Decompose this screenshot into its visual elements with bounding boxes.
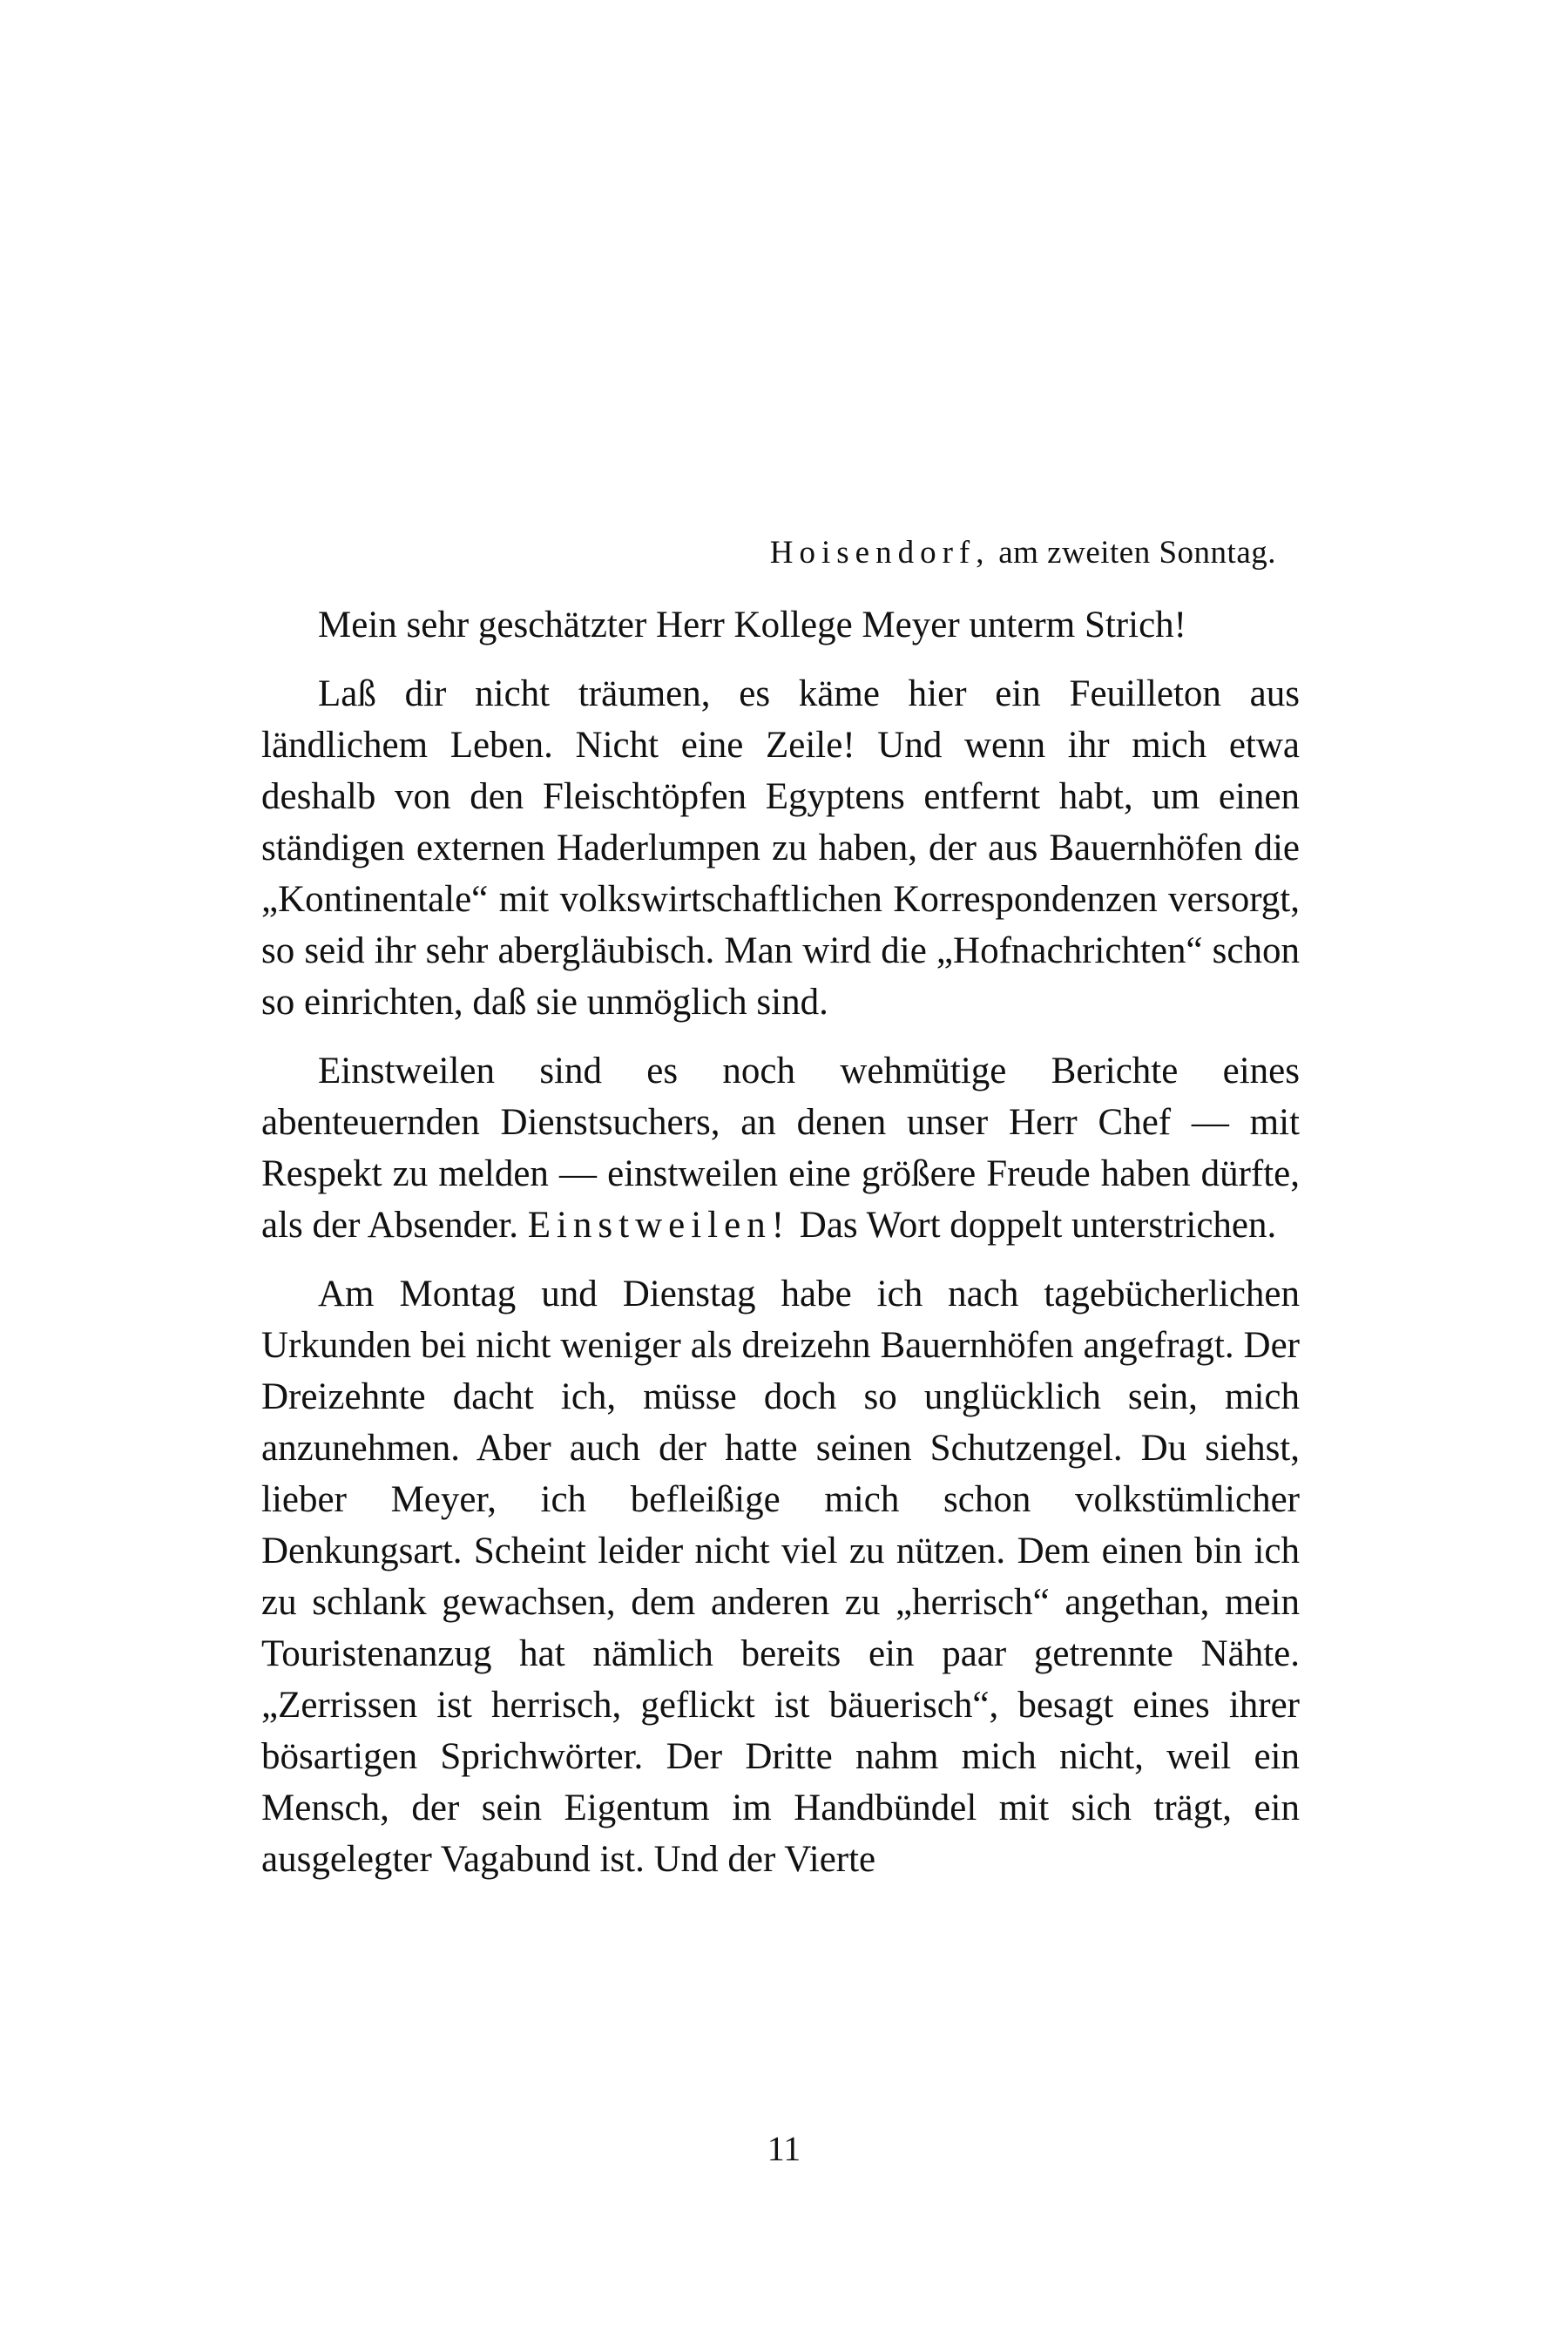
paragraph-2-emphasis: Einstweilen! <box>527 1205 791 1246</box>
dateline-place: Hoisendorf, <box>769 535 990 571</box>
page-number: 11 <box>767 2129 801 2168</box>
body-paragraph-2 <box>261 1045 1300 1251</box>
body-paragraph-3: Am Montag und Dienstag habe ich nach tagebücherlichen Urkunden bei nicht weniger als dreizehn Bauernhöfen angefragt. Der Dreizehnte dacht ich, müsse doch so unglücklich sein, mich anzunehmen. Aber auch der hatte seinen Schutzengel. Du siehst, lieber Meyer, ich befleißige mich schon volkstümlicher Denkungsart. Scheint leider nicht viel zu nützen. Dem einen bin ich zu schlank gewachsen, dem anderen zu „herrisch“ angethan, mein Touristenanzug hat nämlich bereits ein paar getrennte Nähte. „Zerrissen ist herrisch, geflickt ist bäuerisch“, besagt eines ihrer bösartigen Sprichwörter. Der Dritte nahm mich nicht, weil ein Mensch, der sein Eigentum im Handbündel mit sich trägt, ein ausgelegter Vagabund ist. Und der Vierte <box>261 1274 1300 1880</box>
salutation-paragraph: Mein sehr geschätzter Herr Kollege Meyer unterm Strich! <box>318 605 1186 645</box>
paragraph-2-text-before: Einstweilen sind es noch wehmütige Berichte eines abenteuernden Dienstsuchers, an denen unser Herr Chef — mit Respekt zu melden — einstweilen eine größere Freude haben dürfte, als der Absender. <box>261 1051 1300 1246</box>
paragraph-2-text-after: Das Wort doppelt unterstrichen. <box>799 1205 1277 1246</box>
letter-body <box>261 599 1300 1903</box>
dateline-date: am zweiten Sonntag. <box>998 535 1276 571</box>
body-paragraph-1: Laß dir nicht träumen, es käme hier ein Feuilleton aus ländlichem Leben. Nicht eine Zeile! Und wenn ihr mich etwa deshalb von den Fleischtöpfen Egyptens entfernt habt, um einen ständigen externen Haderlumpen zu haben, der aus Bauernhöfen die „Kontinentale“ mit volkswirtschaftlichen Korrespondenzen versorgt, so seid ihr sehr abergläubisch. Man wird die „Hofnachrichten“ schon so einrichten, daß sie unmöglich sind. <box>261 673 1300 1023</box>
letter-dateline <box>261 531 1276 575</box>
